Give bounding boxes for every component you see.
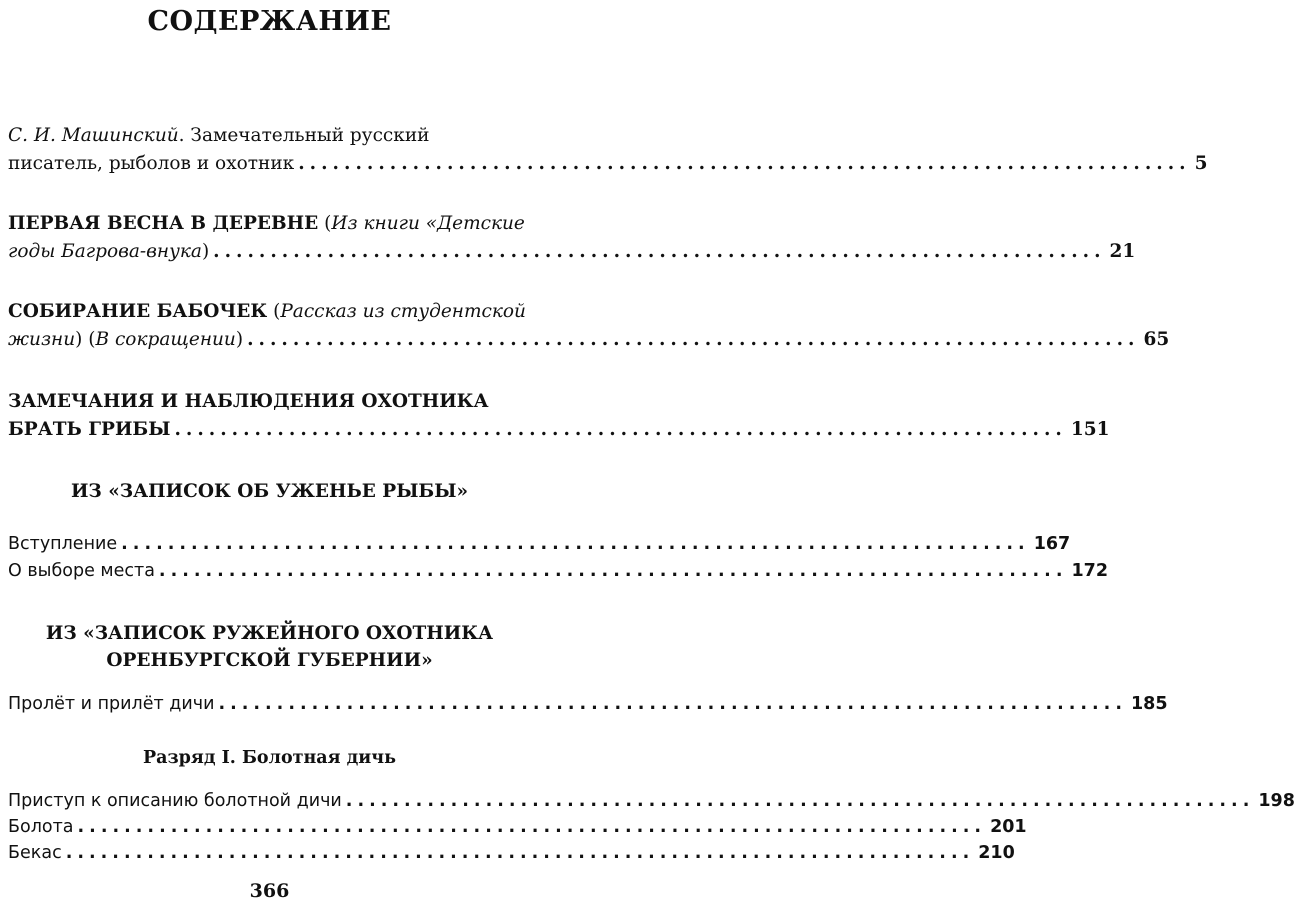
toc-entry[interactable] (8, 787, 1295, 815)
dot-leader: .............................................................................. (121, 534, 1030, 554)
page-number: 201 (990, 817, 1027, 837)
paren: ) (201, 241, 210, 262)
entry-title: О выборе места (8, 561, 155, 581)
entry-title: Бекас (8, 843, 62, 863)
page-title: СОДЕРЖАНИЕ (147, 6, 392, 37)
paren: ( (318, 213, 332, 234)
folio-page-number: 366 (249, 880, 290, 902)
entry-title-part: БРАТЬ ГРИБЫ (8, 419, 171, 440)
toc-entry[interactable] (8, 813, 1027, 841)
entry-author: С. И. Машинский (8, 125, 179, 146)
page-number: 167 (1033, 534, 1071, 554)
section-heading (0, 620, 539, 674)
entry-title: Болота (8, 817, 74, 837)
toc-entry[interactable] (8, 122, 1208, 178)
toc-entry[interactable] (8, 530, 1071, 558)
entry-subtitle: жизни (8, 329, 76, 350)
dot-leader: .............................................................................. (298, 153, 1191, 174)
toc-entry[interactable] (8, 210, 1136, 266)
entry-title-part: писатель, рыболов и охотник (8, 153, 295, 174)
entry-title: Пролёт и прилёт дичи (8, 694, 215, 714)
paren: ) ( (75, 329, 96, 350)
paren: ) (235, 329, 244, 350)
section-heading-line: ИЗ «ЗАПИСОК РУЖЕЙНОГО ОХОТНИКА (45, 623, 494, 644)
subsection-heading: Разряд I. Болотная дичь (143, 748, 396, 768)
dot-leader: .............................................................................. (213, 241, 1106, 262)
dot-leader: .............................................................................. (158, 561, 1068, 581)
page-number: 65 (1143, 329, 1170, 350)
toc-entry[interactable] (8, 557, 1108, 585)
entry-title: ПЕРВАЯ ВЕСНА В ДЕРЕВНЕ (8, 213, 319, 234)
page-number: 198 (1258, 791, 1295, 811)
dot-leader: .............................................................................. (247, 329, 1140, 350)
entry-title: Приступ к описанию болотной дичи (8, 791, 342, 811)
section-heading-line: ОРЕНБУРГСКОЙ ГУБЕРНИИ» (106, 650, 433, 671)
dot-leader: .............................................................................. (65, 843, 975, 863)
page-number: 210 (978, 843, 1015, 863)
page-number: 151 (1070, 419, 1110, 440)
entry-note: В сокращении (95, 329, 236, 350)
entry-title: ЗАМЕЧАНИЯ И НАБЛЮДЕНИЯ ОХОТНИКА (8, 391, 489, 412)
page-number: 185 (1130, 694, 1168, 714)
dot-leader: .............................................................................. (77, 817, 987, 837)
entry-subtitle: годы Багрова-внука (8, 241, 202, 262)
paren: ( (267, 301, 281, 322)
dot-leader: .............................................................................. (218, 694, 1127, 714)
entry-subtitle: Из книги «Детские (331, 213, 525, 234)
entry-subtitle: Рассказ из студентской (280, 301, 526, 322)
toc-entry[interactable] (8, 839, 1015, 867)
dot-leader: .............................................................................. (345, 791, 1255, 811)
toc-entry[interactable] (8, 388, 1110, 444)
entry-title-part: . Замечательный русский (178, 125, 430, 146)
page-number: 5 (1194, 153, 1208, 174)
entry-title: Вступление (8, 534, 118, 554)
entry-title: СОБИРАНИЕ БАБОЧЕК (8, 301, 268, 322)
toc-entry[interactable] (8, 298, 1170, 354)
dot-leader: .............................................................................. (174, 419, 1067, 440)
page-number: 21 (1109, 241, 1136, 262)
section-heading: ИЗ «ЗАПИСОК ОБ УЖЕНЬЕ РЫБЫ» (70, 481, 469, 502)
toc-entry[interactable] (8, 690, 1168, 718)
page-number: 172 (1071, 561, 1108, 581)
